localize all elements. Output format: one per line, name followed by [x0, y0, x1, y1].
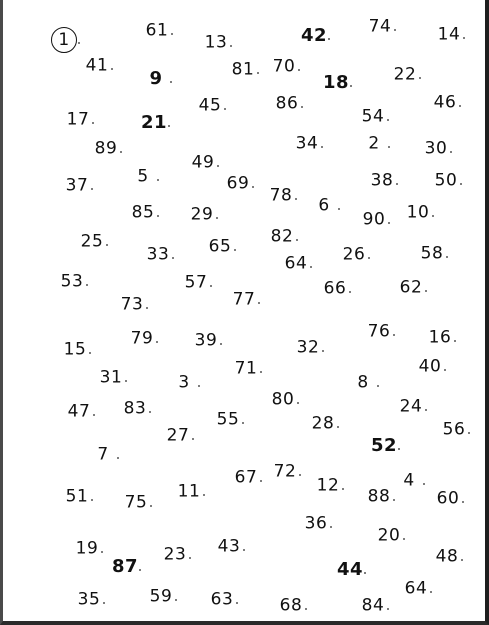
number-label: 72 [273, 461, 297, 482]
number-label: 11 [177, 481, 201, 502]
connect-dot [103, 602, 105, 604]
number-label: 62 [399, 277, 423, 298]
connect-dot [156, 341, 158, 343]
number-label: 4 [403, 470, 415, 491]
number-label: 40 [418, 356, 442, 377]
connect-dot [236, 602, 238, 604]
connect-dot [242, 422, 244, 424]
connect-dot [243, 549, 245, 551]
number-label: 73 [120, 294, 144, 315]
connect-dot [171, 33, 173, 35]
connect-dot [330, 526, 332, 528]
connect-dot [230, 45, 232, 47]
number-label: 24 [399, 396, 423, 417]
number-label: 54 [361, 106, 385, 127]
number-label: 34 [295, 133, 319, 154]
connect-dot [388, 222, 390, 224]
number-label: 8 [357, 372, 369, 393]
connect-dot [337, 426, 339, 428]
connect-dot [298, 69, 300, 71]
connect-dot [120, 151, 122, 153]
connect-dot [423, 483, 425, 485]
number-label: 31 [99, 367, 123, 388]
connect-dot [89, 352, 91, 354]
number-label: 3 [178, 372, 190, 393]
connect-dot [106, 244, 108, 246]
number-label: 64 [404, 578, 428, 599]
number-label: 81 [231, 59, 255, 80]
number-label: 63 [210, 589, 234, 610]
number-label: 88 [367, 486, 391, 507]
connect-dot [388, 146, 390, 148]
connect-dot [462, 501, 464, 503]
connect-dot [349, 291, 351, 293]
connect-dot [432, 215, 434, 217]
number-label: 80 [271, 389, 295, 410]
number-label: 28 [311, 413, 335, 434]
connect-dot [139, 569, 141, 571]
number-label: 25 [80, 231, 104, 252]
connect-dot [101, 551, 103, 553]
number-label: 2 [368, 133, 380, 154]
connect-dot [444, 369, 446, 371]
connect-dot [258, 302, 260, 304]
connect-dot [157, 179, 159, 181]
start-number: 1 [51, 27, 77, 53]
connect-dot [296, 239, 298, 241]
number-label: 29 [190, 204, 214, 225]
number-label: 10 [406, 202, 430, 223]
connect-dot [322, 350, 324, 352]
number-label: 45 [198, 95, 222, 116]
connect-dot [396, 183, 398, 185]
number-label: 27 [166, 425, 190, 446]
connect-dot [172, 257, 174, 259]
number-label: 85 [131, 202, 155, 223]
number-label: 68 [279, 595, 303, 616]
connect-dot [168, 125, 170, 127]
number-label: 67 [234, 467, 258, 488]
number-label: 89 [94, 138, 118, 159]
connect-dot [419, 77, 421, 79]
connect-dot [295, 198, 297, 200]
number-label: 49 [191, 152, 215, 173]
number-label: 20 [377, 525, 401, 546]
connect-dot [92, 122, 94, 124]
connect-dot [216, 217, 218, 219]
number-label: 56 [442, 419, 466, 440]
connect-dot [393, 499, 395, 501]
number-label: 82 [270, 226, 294, 247]
number-label: 19 [75, 538, 99, 559]
connect-dot [301, 106, 303, 108]
connect-dot [78, 42, 80, 44]
number-label: 64 [284, 253, 308, 274]
number-label: 17 [66, 109, 90, 130]
connect-dot [192, 438, 194, 440]
number-label: 47 [67, 401, 91, 422]
number-label: 42 [300, 25, 328, 46]
connect-dot [310, 266, 312, 268]
connect-dot [297, 402, 299, 404]
connect-dot [210, 285, 212, 287]
number-label: 36 [304, 513, 328, 534]
number-label: 14 [437, 24, 461, 45]
connect-dot [350, 85, 352, 87]
connect-dot [170, 81, 172, 83]
number-label: 74 [368, 16, 392, 37]
number-label: 22 [393, 64, 417, 85]
connect-dot [91, 499, 93, 501]
number-label: 7 [97, 444, 109, 465]
number-label: 55 [216, 409, 240, 430]
number-label: 75 [124, 492, 148, 513]
number-label: 15 [63, 339, 87, 360]
number-label: 77 [232, 289, 256, 310]
number-label: 23 [163, 544, 187, 565]
number-label: 35 [77, 589, 101, 610]
connect-dot [125, 380, 127, 382]
number-label: 76 [367, 321, 391, 342]
connect-dot [260, 480, 262, 482]
connect-dot [338, 208, 340, 210]
number-label: 38 [370, 170, 394, 191]
number-label: 44 [336, 559, 364, 580]
number-label: 69 [226, 173, 250, 194]
connect-dot [189, 557, 191, 559]
number-label: 83 [123, 398, 147, 419]
connect-dot [149, 411, 151, 413]
connect-dot [252, 186, 254, 188]
number-label: 48 [435, 546, 459, 567]
connect-dot [328, 38, 330, 40]
number-label: 78 [269, 185, 293, 206]
connect-dot [305, 608, 307, 610]
connect-dot [387, 119, 389, 121]
connect-dot [425, 409, 427, 411]
connect-dot [394, 29, 396, 31]
connect-dot [403, 538, 405, 540]
number-label: 16 [428, 327, 452, 348]
connect-dot [198, 385, 200, 387]
connect-dot [321, 146, 323, 148]
number-label: 26 [342, 244, 366, 265]
connect-dot [450, 151, 452, 153]
connect-dot [217, 165, 219, 167]
connect-dot [446, 256, 448, 258]
connect-dot [468, 432, 470, 434]
number-label: 33 [146, 244, 170, 265]
number-label: 60 [436, 488, 460, 509]
number-label: 21 [140, 112, 168, 133]
number-label: 12 [316, 475, 340, 496]
number-label: 32 [296, 337, 320, 358]
number-label: 61 [145, 20, 169, 41]
number-label: 6 [318, 195, 330, 216]
connect-dot [224, 108, 226, 110]
connect-dot [91, 188, 93, 190]
connect-dot [377, 385, 379, 387]
number-label: 84 [361, 595, 385, 616]
connect-dot [364, 572, 366, 574]
connect-dot [460, 183, 462, 185]
connect-dot [234, 249, 236, 251]
number-label: 87 [111, 556, 139, 577]
connect-dot [150, 505, 152, 507]
connect-dot [203, 494, 205, 496]
connect-dot [86, 284, 88, 286]
number-label: 51 [65, 486, 89, 507]
connect-dot [260, 371, 262, 373]
connect-dot [398, 448, 400, 450]
connect-dot [393, 334, 395, 336]
connect-dot [342, 488, 344, 490]
number-label: 70 [272, 56, 296, 77]
connect-dot [463, 37, 465, 39]
number-label: 86 [275, 93, 299, 114]
number-label: 79 [130, 328, 154, 349]
number-label: 58 [420, 243, 444, 264]
number-label: 5 [137, 166, 149, 187]
number-label: 18 [322, 72, 350, 93]
number-label: 41 [85, 55, 109, 76]
number-label: 52 [370, 435, 398, 456]
connect-dot [459, 105, 461, 107]
connect-dot [93, 414, 95, 416]
connect-dot [146, 307, 148, 309]
number-label: 9 [149, 68, 163, 89]
number-label: 39 [194, 330, 218, 351]
number-label: 46 [433, 92, 457, 113]
connect-dot [111, 68, 113, 70]
number-label: 50 [434, 170, 458, 191]
connect-dot [387, 608, 389, 610]
connect-dot [157, 215, 159, 217]
connect-dot [220, 343, 222, 345]
number-label: 65 [208, 236, 232, 257]
connect-dot [454, 340, 456, 342]
number-label: 30 [424, 138, 448, 159]
connect-dot [425, 290, 427, 292]
number-label: 66 [323, 278, 347, 299]
connect-dot [368, 257, 370, 259]
number-label: 37 [65, 175, 89, 196]
connect-dot [299, 474, 301, 476]
number-label: 71 [234, 358, 258, 379]
number-label: 90 [362, 209, 386, 230]
number-label: 57 [184, 272, 208, 293]
number-label: 59 [149, 586, 173, 607]
connect-dot [461, 559, 463, 561]
connect-dot [175, 599, 177, 601]
connect-dot [257, 72, 259, 74]
number-label: 13 [204, 32, 228, 53]
number-label: 53 [60, 271, 84, 292]
connect-dot [117, 457, 119, 459]
connect-dot [430, 591, 432, 593]
number-label: 43 [217, 536, 241, 557]
